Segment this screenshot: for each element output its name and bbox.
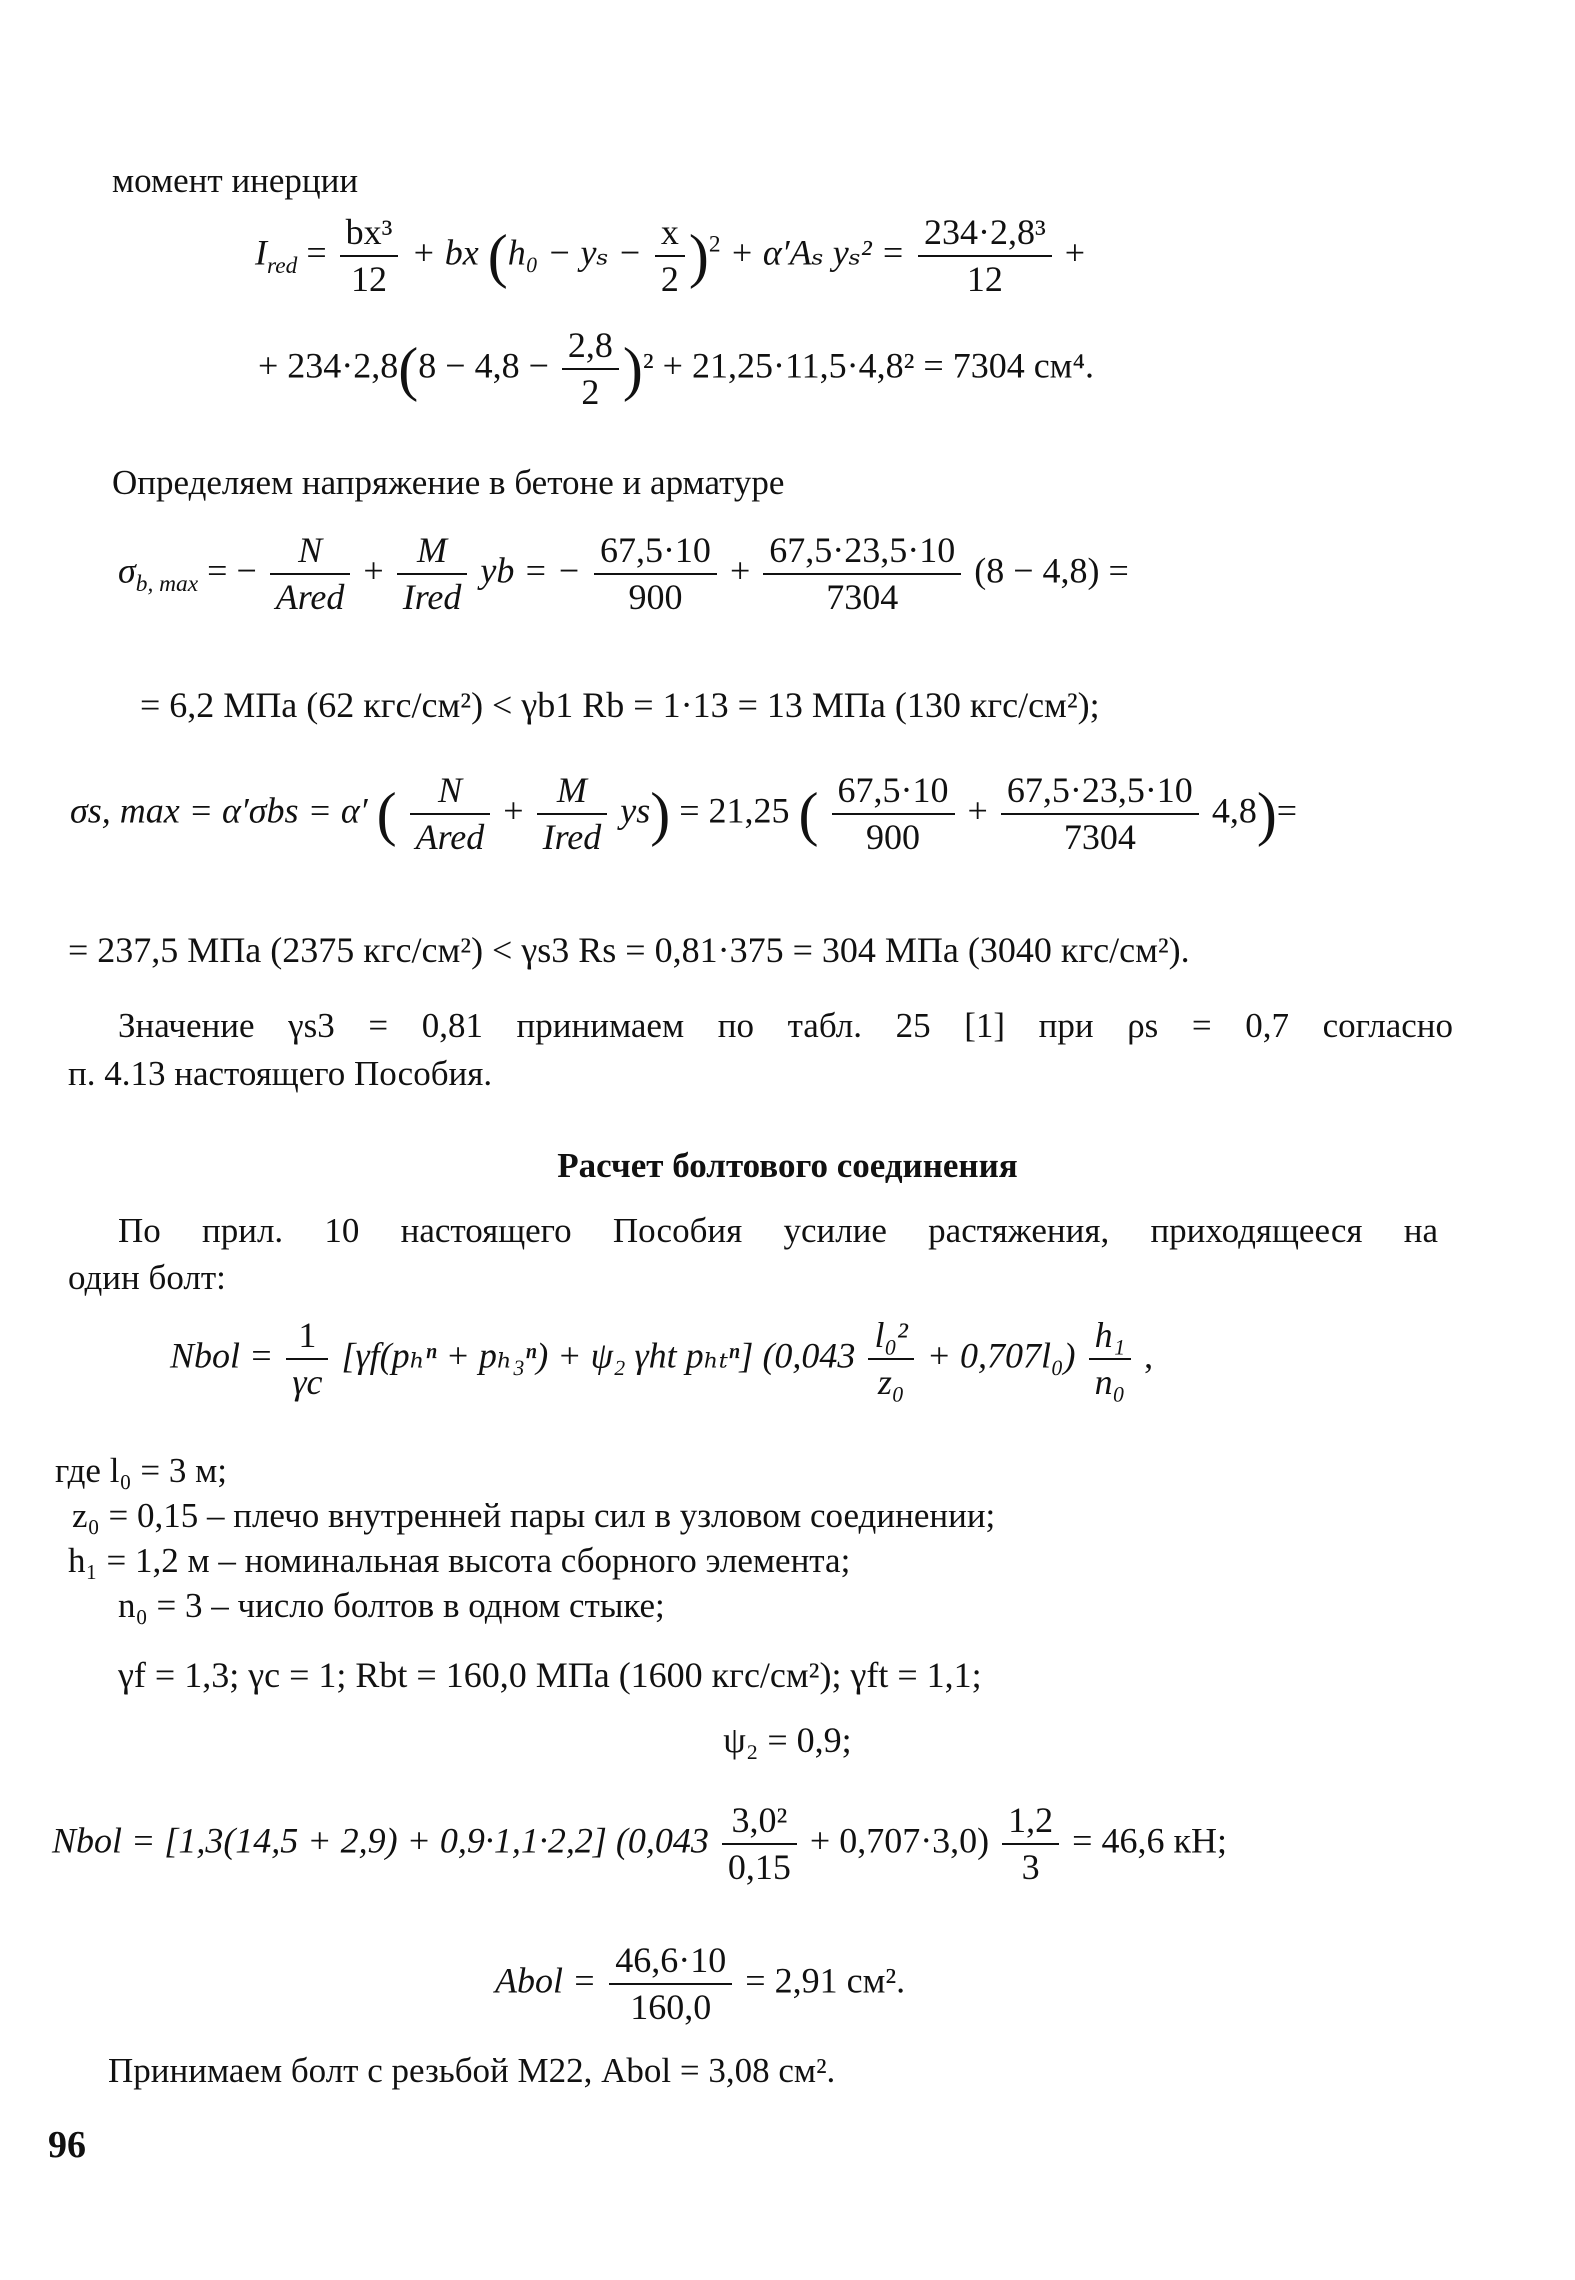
nbol-mid: [γf(pₕⁿ + pₕ₃ⁿ) + ψ₂ γht pₕₜⁿ] (0,043 — [341, 1335, 856, 1376]
sigma-s-frac-2: $\frac{M}{\text{Ired}}$ — [537, 770, 608, 859]
page-number: 96 — [48, 2124, 86, 2166]
nbol-num-tail: = 46,6 кН; — [1072, 1820, 1227, 1861]
nbol-num-lhs: Nbol = [1,3(14,5 + 2,9) + 0,9·1,1·2,2] (0,043 — [52, 1820, 709, 1861]
sigma-b-frac-3: $\frac{67,5\cdot 10}{900}$ — [594, 530, 717, 619]
nbol-frac-2: $\frac{\text{l₀²}}{\text{z₀}}$ — [868, 1315, 913, 1404]
ired2-inner: 8 − 4,8 − — [418, 345, 549, 386]
nbol-mid2: + 0,707l₀) — [926, 1335, 1076, 1376]
where-line-1: где l₀ = 3 м; — [55, 1451, 227, 1490]
text-stress: Определяем напряжение в бетоне и арматуре — [112, 463, 785, 502]
sigma-s-eq2: = 21,25 — [679, 790, 790, 831]
nbol-lhs: Nbol = — [170, 1335, 274, 1376]
where-line-2: z₀ = 0,15 – плечо внутренней пары сил в узловом соединении; — [72, 1496, 996, 1535]
para-value-line-1: Значение γs3 = 0,81 принимаем по табл. 25 [1] при ρs = 0,7 согласно — [118, 1006, 1453, 1045]
sigma-s-frac-1: $\frac{N}{\text{Ared}}$ — [410, 770, 491, 859]
equation-sigma-b-result: = 6,2 МПа (62 кгс/см²) < γb1 Rb = 1·13 = 13 МПа (130 кгс/см²); — [140, 685, 1100, 725]
heading-moment: момент инерции — [112, 161, 359, 200]
nbol-num-mid: + 0,707·3,0) — [809, 1820, 990, 1861]
para-bolt-line-2: один болт: — [68, 1258, 226, 1297]
where-line-4: n₀ = 3 – число болтов в одном стыке; — [118, 1586, 665, 1625]
sigma-b-lhs-sub: b, max — [135, 570, 199, 597]
equation-sigma-s: σs, max = α′σbs = α′ ( $\frac{N}{\text{Ared}}$ + $\frac{M}{\text{Ired}}$ ys) = 21,25 ( $\frac{67,5\cdot 10}{900}$ + $\frac{67,5\cdot 23,5\cdot 10}{7304}$ 4,8)= — [70, 770, 1298, 858]
equation-sigma-b — [118, 530, 1129, 619]
sigma-b-tail: (8 − 4,8) = — [974, 550, 1129, 591]
abol-frac: $\frac{46,6\cdot 10}{160,0}$ — [609, 1940, 732, 2029]
ired-frac-2: $\frac{x}{2}$ — [655, 212, 685, 301]
equation-psi: ψ₂ = 0,9; — [723, 1720, 852, 1760]
equation-abol — [495, 1940, 905, 2029]
sigma-s-frac-4: $\frac{67,5\cdot 23,5\cdot 10}{7304}$ — [1001, 770, 1199, 859]
sigma-s-end: = — [1276, 790, 1298, 831]
equation-ired: $I_{red}$ = $\frac{\text{bx³}}{12}$ + bx (h₀ − yₛ − $\frac{x}{2}$ )$^2$ + α′Aₛ yₛ² = $\frac{\text{234·2,8³}}{12}$ + — [255, 212, 1086, 300]
nbol-num-frac-1: $\frac{\text{3,0²}}{0,15}$ — [722, 1800, 797, 1889]
ired-part-b: + α′Aₛ yₛ² = — [729, 232, 905, 273]
equation-nbol-numeric — [52, 1800, 1227, 1889]
sigma-s-lhs: σs, max = α′σbs = α′ — [70, 790, 368, 831]
ired-frac-3: $\frac{\text{234·2,8³}}{12}$ — [918, 212, 1052, 301]
sigma-s-plus1: + — [503, 790, 524, 831]
sigma-s-plus2: + — [967, 790, 988, 831]
ired-tail: + — [1064, 232, 1086, 273]
equation-nbol — [170, 1315, 1153, 1404]
final-text: Принимаем болт с резьбой М22, Abol = 3,08 см². — [108, 2051, 836, 2090]
sigma-b-yb: yb = − — [480, 550, 581, 591]
nbol-num-frac-2: $\frac{1,2}{3}$ — [1002, 1800, 1059, 1889]
nbol-frac-1: $\frac{1}{\gamma c}$ — [286, 1315, 328, 1404]
ired-frac-1: $\frac{\text{bx³}}{12}$ — [340, 212, 399, 301]
sigma-b-eq1: = − — [207, 550, 257, 591]
sigma-b-frac-2: $\frac{M}{\text{Ired}}$ — [397, 530, 468, 619]
para-bolt-line-1: По прил. 10 настоящего Пособия усилие растяжения, приходящееся на — [118, 1211, 1438, 1250]
sigma-s-tail: 4,8 — [1211, 790, 1257, 831]
sigma-s-ys: ys — [620, 790, 651, 831]
equation-ired-2: + 234·2,8(8 − 4,8 − $\frac{2,8}{2}$ )² + 21,25·11,5·4,8² = 7304 см⁴. — [258, 325, 1095, 413]
nbol-frac-3: $\frac{\text{h₁}}{\text{n₀}}$ — [1089, 1315, 1132, 1404]
equation-coefficients: γf = 1,3; γc = 1; Rbt = 160,0 МПа (1600 кгс/см²); γft = 1,1; — [118, 1655, 982, 1695]
sigma-b-plus1: + — [363, 550, 384, 591]
abol-lhs: Abol = — [495, 1960, 597, 2001]
ired2-tail: ² + 21,25·11,5·4,8² = 7304 см⁴. — [642, 345, 1095, 386]
sigma-b-plus2: + — [729, 550, 751, 591]
sigma-b-frac-1: $\frac{N}{\text{Ared}}$ — [270, 530, 351, 619]
para-value-line-2: п. 4.13 настоящего Пособия. — [68, 1054, 493, 1093]
where-line-3: h₁ = 1,2 м – номинальная высота сборного элемента; — [68, 1541, 851, 1580]
equation-sigma-s-result: = 237,5 МПа (2375 кгс/см²) < γs3 Rs = 0,81·375 = 304 МПа (3040 кгс/см²). — [68, 930, 1190, 970]
sigma-b-frac-4: $\frac{67,5\cdot 23,5\cdot 10}{7304}$ — [763, 530, 961, 619]
ired2-lead: + 234·2,8 — [258, 345, 399, 386]
ired-lhs-sub: red — [267, 252, 298, 279]
nbol-tail: , — [1144, 1335, 1154, 1376]
sigma-s-frac-3: $\frac{67,5\cdot 10}{900}$ — [832, 770, 955, 859]
ired2-frac: $\frac{2,8}{2}$ — [562, 325, 619, 414]
sigma-b-lhs: σ — [118, 550, 136, 591]
abol-tail: = 2,91 см². — [745, 1960, 906, 2001]
ired-lhs: I — [255, 232, 267, 273]
ired-paren-inner: h₀ − yₛ − — [507, 232, 642, 273]
section-title: Расчет болтового соединения — [557, 1146, 1018, 1185]
ired-part-a: + bx — [411, 232, 479, 273]
